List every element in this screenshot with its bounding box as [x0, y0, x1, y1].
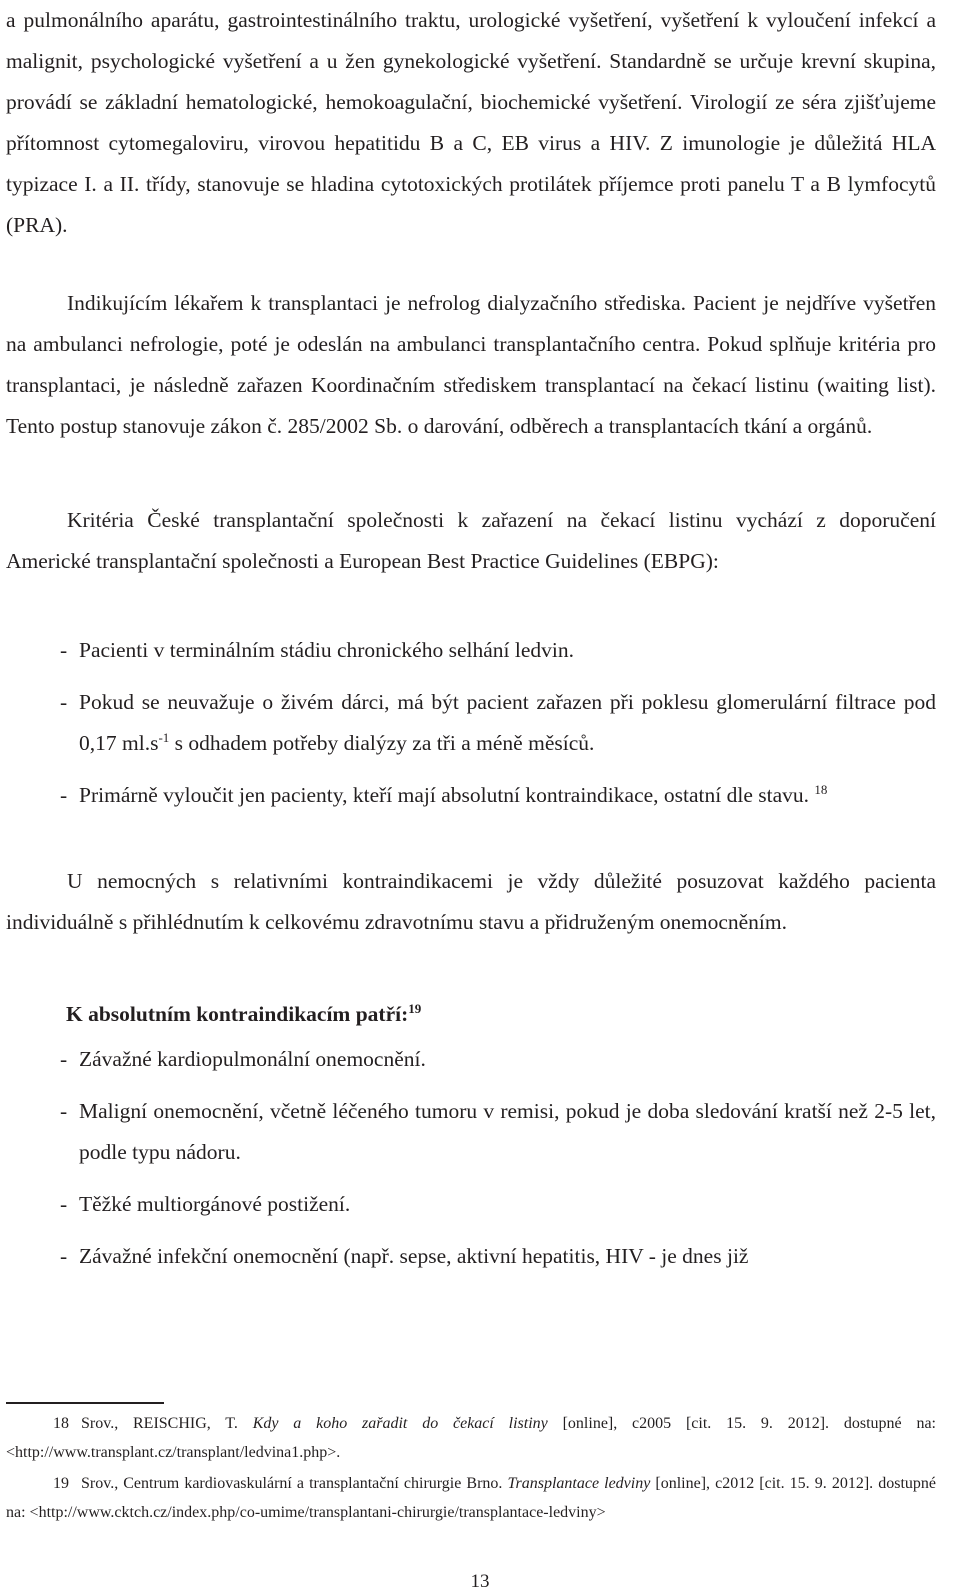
criteria-list	[60, 630, 936, 827]
page-number: 13	[470, 1571, 490, 1592]
contraindications-list	[60, 1039, 936, 1288]
list-item-text: Primárně vyloučit jen pacienty, kteří mají absolutní kontraindikace, ostatní dle stavu.	[79, 783, 810, 807]
footnotes	[6, 1409, 936, 1529]
list-item	[60, 775, 936, 816]
footnote-text: Srov., REISCHIG, T.	[81, 1415, 253, 1432]
list-item-text: Závažné infekční onemocnění (např. sepse, aktivní hepatitis, HIV - je dnes již	[79, 1244, 749, 1268]
list-item	[60, 1236, 936, 1277]
paragraph-indication: Indikujícím lékařem k transplantaci je nefrolog dialyzačního střediska. Pacient je nejdříve vyšetřen na ambulanci nefrologie, poté je odeslán na ambulanci transplantačního centra. Pokud splňuje kritéria pro transplantaci, je následně zařazen Koordinačním střediskem transplantací na čekací listinu (waiting list). Tento postup stanovuje zákon č. 285/2002 Sb. o darování, odběrech a transplantacích tkání a orgánů.	[6, 291, 936, 438]
list-item	[60, 1091, 936, 1173]
list-dash: -	[60, 638, 68, 662]
footnote-ref[interactable]: 18	[814, 781, 828, 797]
list-item	[60, 630, 936, 671]
list-dash: -	[60, 1244, 68, 1268]
footnote-title: Kdy a koho zařadit do čekací listiny	[252, 1415, 548, 1432]
list-dash: -	[60, 1047, 68, 1071]
footnote-number: 19	[53, 1475, 69, 1492]
footnote-text: [online], c2012 [cit. 15. 9. 2012]. dostupné na: <http://www.cktch.cz/index.php/co-umime/transplantani-chirurgie/transplantace-ledviny>	[6, 1475, 936, 1521]
list-item	[60, 1039, 936, 1080]
footnote-divider	[6, 1402, 164, 1404]
list-item-text: Těžké multiorgánové postižení.	[79, 1192, 351, 1216]
section-heading	[66, 994, 421, 1035]
footnote-18	[6, 1409, 936, 1467]
list-item	[60, 1184, 936, 1225]
footnote-ref[interactable]: 19	[408, 1000, 422, 1016]
paragraph-criteria-intro: Kritéria České transplantační společnosti k zařazení na čekací listinu vychází z doporučení Americké transplantační společnosti a European Best Practice Guidelines (EBPG):	[6, 508, 936, 573]
list-dash: -	[60, 690, 68, 714]
paragraph-examinations: a pulmonálního aparátu, gastrointestinálního traktu, urologické vyšetření, vyšetření k vyloučení infekcí a malignit, psychologické vyšetření a u žen gynekologické vyšetření. Standardně se určuje krevní skupina, provádí se základní hematologické, hemokoagulační, biochemické vyšetření. Virologií ze séra zjišťujeme přítomnost cytomegaloviru, virovou hepatitidu B a C, EB virus a HIV. Z imunologie je důležitá HLA typizace I. a II. třídy, stanovuje se hladina cytotoxických protilátek příjemce proti panelu T a B lymfocytů (PRA).	[6, 8, 936, 237]
list-item-text: Závažné kardiopulmonální onemocnění.	[79, 1047, 426, 1071]
footnote-title: Transplantace ledviny	[507, 1475, 651, 1492]
footnote-text: Srov., Centrum kardiovaskulární a transplantační chirurgie Brno.	[81, 1475, 508, 1492]
paragraph-relative-contraindications: U nemocných s relativními kontraindikacemi je vždy důležité posuzovat každého pacienta individuálně s přihlédnutím k celkovému zdravotnímu stavu a přidruženým onemocněním.	[6, 869, 936, 934]
footnote-number: 18	[53, 1415, 69, 1432]
list-item-text: Pokud se neuvažuje o živém dárci, má být pacient zařazen při poklesu glomerulární filtrace pod 0,17 ml.s	[79, 690, 936, 755]
superscript: -1	[158, 729, 170, 745]
heading-text: K absolutním kontraindikacím patří:	[66, 1002, 409, 1026]
list-item-text: Maligní onemocnění, včetně léčeného tumoru v remisi, pokud je doba sledování kratší než 2-5 let, podle typu nádoru.	[79, 1099, 936, 1164]
list-dash: -	[60, 1192, 68, 1216]
footnote-text: [online], c2005 [cit. 15. 9. 2012]. dostupné na: <http://www.transplant.cz/transplant/ledvina1.php>.	[6, 1415, 937, 1461]
list-item-text: s odhadem potřeby dialýzy za tři a méně měsíců.	[169, 731, 595, 755]
list-item	[60, 682, 936, 764]
list-item-text: Pacienti v terminálním stádiu chronického selhání ledvin.	[79, 638, 574, 662]
list-dash: -	[60, 783, 68, 807]
list-dash: -	[60, 1099, 68, 1123]
footnote-19	[6, 1469, 936, 1527]
